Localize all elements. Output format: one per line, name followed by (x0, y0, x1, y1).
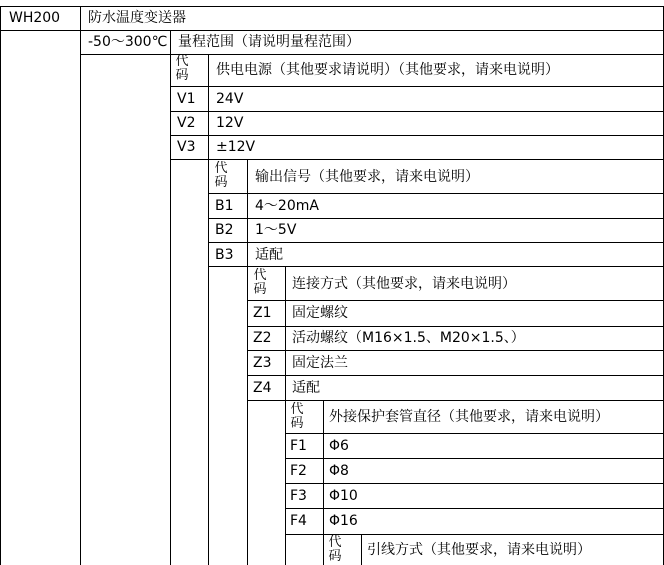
range-label: 量程范围（请说明量程范围） (178, 34, 360, 50)
row-border (247, 375, 664, 376)
column-border (208, 54, 209, 565)
row-border (285, 534, 664, 535)
diameter-desc: Φ16 (329, 513, 358, 529)
column-border (361, 534, 362, 565)
row-border (285, 483, 664, 484)
row-border (208, 242, 664, 243)
row-border (247, 326, 664, 327)
power-header: 供电电源（其他要求请说明）（其他要求，请来电说明） (216, 62, 559, 78)
power-desc: 12V (216, 115, 244, 131)
diameter-desc: Φ8 (329, 463, 349, 479)
connection-code: Z3 (253, 355, 272, 371)
connection-desc: 活动螺纹（M16×1.5、M20×1.5、） (292, 330, 525, 346)
column-border (0, 6, 1, 565)
connection-code: Z1 (253, 305, 272, 321)
product-title: 防水温度变送器 (88, 10, 186, 26)
connection-desc: 适配 (292, 380, 320, 396)
row-border (247, 300, 664, 301)
row-border (208, 266, 664, 267)
output-desc: 4～20mA (255, 198, 319, 214)
row-border (170, 86, 664, 87)
column-border (170, 30, 171, 565)
output-code: B2 (215, 222, 234, 238)
power-code: V3 (177, 139, 196, 155)
connection-code: Z4 (253, 380, 272, 396)
diameter-code: F3 (290, 488, 307, 504)
diameter-header: 外接保护套管直径（其他要求，请来电说明） (329, 409, 609, 425)
row-border (208, 193, 664, 194)
row-border (170, 135, 664, 136)
diameter-code: F2 (290, 463, 307, 479)
code-column-label: 代码 (253, 268, 267, 297)
output-desc: 适配 (255, 247, 283, 263)
row-border (247, 350, 664, 351)
row-border (170, 159, 664, 160)
power-desc: ±12V (216, 139, 256, 155)
column-border (285, 266, 286, 565)
row-border (285, 433, 664, 434)
output-desc: 1～5V (255, 222, 297, 238)
lead-header: 引线方式（其他要求，请来电说明） (367, 542, 591, 558)
column-border (80, 6, 81, 565)
output-header: 输出信号（其他要求，请来电说明） (255, 169, 479, 185)
code-column-label: 代码 (290, 402, 304, 431)
power-desc: 24V (216, 91, 244, 107)
code-column-label: 代码 (328, 535, 342, 564)
row-border (80, 54, 664, 55)
row-border (170, 111, 664, 112)
connection-desc: 固定法兰 (292, 355, 348, 371)
model-code: WH200 (9, 10, 61, 26)
connection-header: 连接方式（其他要求，请来电说明） (292, 276, 516, 292)
diameter-code: F4 (290, 513, 307, 529)
diameter-desc: Φ10 (329, 488, 358, 504)
row-border (285, 458, 664, 459)
row-border (247, 400, 664, 401)
diameter-desc: Φ6 (329, 438, 349, 454)
column-border (247, 159, 248, 565)
row-border (208, 218, 664, 219)
power-code: V1 (177, 91, 196, 107)
power-code: V2 (177, 115, 196, 131)
output-code: B1 (215, 198, 234, 214)
connection-desc: 固定螺纹 (292, 305, 348, 321)
diameter-code: F1 (290, 438, 307, 454)
row-border (0, 6, 664, 7)
row-border (285, 508, 664, 509)
column-border (323, 400, 324, 565)
output-code: B3 (215, 247, 234, 263)
code-column-label: 代码 (175, 54, 189, 83)
connection-code: Z2 (253, 330, 272, 346)
range-value: -50～300℃ (88, 34, 168, 50)
code-column-label: 代码 (214, 161, 228, 190)
row-border (0, 30, 664, 31)
